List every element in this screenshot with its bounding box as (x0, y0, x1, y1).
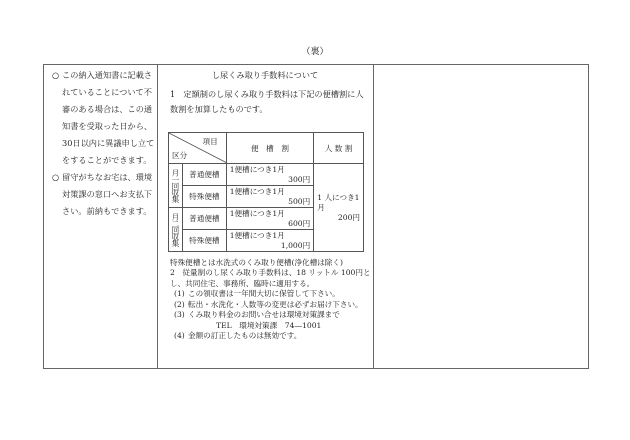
note-text: この領収書は一年間大切に保管して下さい。 (188, 289, 340, 298)
objection-notice-text: この納入通知書に記載されていることについて不審のある場合は、この通知書を受取った日から、30日以内に異議申し立てをすることができます。 (62, 70, 155, 165)
tank-type: 普通便槽 (182, 208, 226, 230)
note-item (170, 310, 375, 321)
note-number: (2) (174, 299, 185, 309)
rate-text: 1便槽につき1月 (229, 164, 285, 174)
corner-header-cell (169, 133, 227, 164)
note-text: くみ取り料金のお問い合せは環境対策課まで (188, 310, 340, 319)
benso-header: 便 槽 割 (226, 133, 314, 164)
note-item (170, 300, 375, 311)
benso-rate-cell (226, 186, 314, 208)
column-divider-left (157, 64, 158, 369)
rate-amount: 600円 (288, 218, 311, 228)
benso-rate-cell (226, 164, 314, 186)
absence-payment-notice (52, 169, 157, 220)
per-person-cell (314, 164, 364, 252)
bullet-mark: ○ (52, 172, 60, 182)
fee-table (168, 132, 364, 252)
objection-notice (52, 67, 157, 169)
group-label-monthly-twice: 月二回収集 (169, 208, 183, 252)
metered-fee-paragraph: 2 従量制のし尿くみ取り手数料は、18 リットル 100円とし、共同住宅、事務所、臨時に適用する。 (170, 268, 371, 288)
per-person-rate: 1 人につき1月 (317, 192, 360, 212)
fixed-fee-paragraph: 1 定額制のし尿くみ取り手数料は下記の便槽割に人数割を加算したものです。 (170, 89, 364, 114)
absence-payment-notice-text: 留守がちなお宅は、環境対策課の窓口へお支払下さい。前納もできます。 (62, 172, 153, 216)
left-notes-column (52, 67, 157, 220)
per-person-amount: 200円 (337, 212, 360, 222)
table-header-row (169, 133, 364, 164)
table-row (169, 164, 364, 186)
group-label-monthly-once: 月一回収集 (169, 164, 183, 208)
ninzu-header: 人 数 割 (314, 133, 364, 164)
corner-label-item: 項目 (202, 137, 218, 146)
note-text: 転出・水洗化・人数等の変更は必ずお届け下さい。 (188, 299, 363, 309)
note-item (170, 331, 375, 342)
rate-amount: 1,000円 (280, 240, 311, 250)
note-number: (1) (174, 289, 185, 298)
benso-rate-cell (226, 208, 314, 230)
rate-text: 1便槽につき1月 (229, 208, 285, 218)
tank-type: 特殊便槽 (182, 230, 226, 252)
corner-label-category: 区分 (172, 151, 188, 160)
tank-type: 特殊便槽 (182, 186, 226, 208)
note-text: 金額の訂正したものは無効です。 (188, 331, 302, 340)
note-number: (3) (174, 310, 185, 319)
rate-text: 1便槽につき1月 (229, 186, 285, 196)
note-item (170, 289, 375, 300)
note-number: (4) (174, 331, 185, 340)
rate-text: 1便槽につき1月 (229, 230, 285, 240)
rate-amount: 300円 (288, 174, 311, 184)
rate-amount: 500円 (288, 196, 311, 206)
section-title: し尿くみ取り手数料について (211, 70, 319, 80)
benso-rate-cell (226, 230, 314, 252)
bullet-mark: ○ (52, 70, 60, 80)
tank-type: 普通便槽 (182, 164, 226, 186)
notes-section (170, 268, 375, 342)
page-header: （裏） (301, 47, 329, 57)
contact-phone: TEL 環境対策課 74―1001 (216, 320, 322, 330)
special-tank-footnote: 特殊便槽とは水洗式のくみ取り便槽(浄化槽は除く) (170, 258, 343, 267)
